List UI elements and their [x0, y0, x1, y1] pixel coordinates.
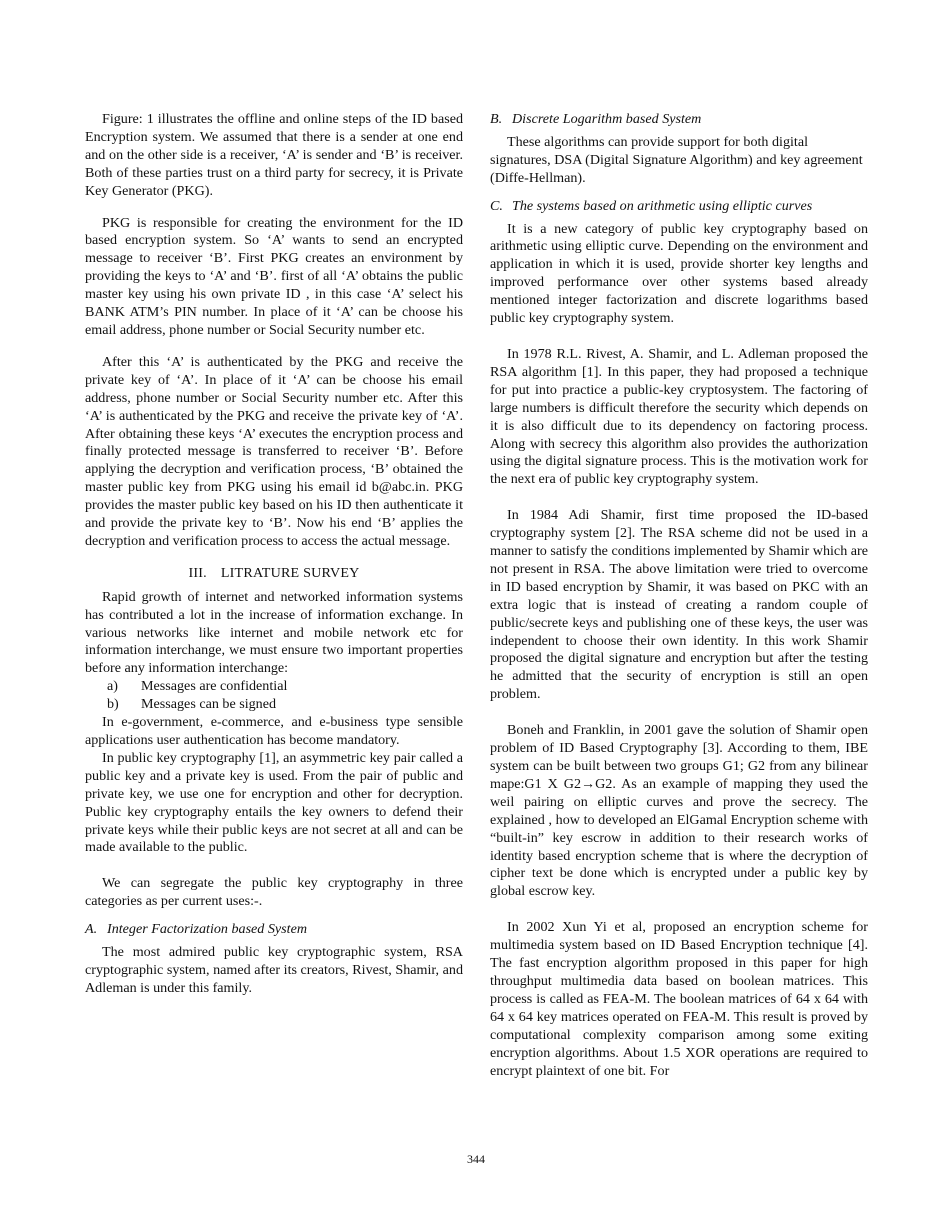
subsection-title: Discrete Logarithm based System [512, 111, 702, 127]
paragraph-discrete-log: These algorithms can provide support for both digital signatures, DSA (Digital Signature Algorithm) and key agreement (Diffe-Hellman). [490, 133, 863, 186]
left-column [85, 111, 463, 998]
list-marker: b) [107, 696, 119, 713]
right-column [490, 111, 868, 1080]
list-item [85, 696, 463, 714]
section-title: LITRATURE SURVEY [220, 564, 360, 581]
paragraph-segregate: We can segregate the public key cryptography in three categories as per current uses:-. [85, 875, 463, 910]
list-item [85, 678, 463, 696]
subsection-heading-c [490, 198, 868, 216]
paragraph-rsa-1978: In 1978 R.L. Rivest, A. Shamir, and L. Adleman proposed the RSA algorithm [1]. In this paper, they had proposed a technique for put into practice a public-key cryptosystem. The factoring of large numbers is difficult therefore the security which depends on it is also difficult due to its dependency on factoring process. Along with secrecy this algorithm also provides the authorization using the digital signature process. This is the motivation work for the next era of public key cryptography system. [490, 345, 868, 488]
subsection-title: Integer Factorization based System [107, 921, 308, 938]
subsection-heading-b [490, 111, 868, 129]
subsection-title: The systems based on arithmetic using elliptic curves [512, 197, 813, 214]
paragraph-public-key: In public key cryptography [1], an asymmetric key pair called a public key and a private key is used. From the pair of public and private key, we use one for encryption and other for decryption. Public key cryptography entails the key owners to defend their private keys while their public keys are not secret at all and can be made available to the public. [85, 749, 463, 856]
paragraph-elliptic: It is a new category of public key cryptography based on arithmetic using elliptic curve. Depending on the environment and application in which it is used, provide shorter key lengths and improved performance over other systems based already mentioned integer factorization and discrete logarithms based public key cryptography system. [490, 220, 868, 327]
section-number: III. [188, 564, 207, 581]
properties-list [85, 678, 463, 714]
paragraph-shamir-1984: In 1984 Adi Shamir, first time proposed the ID-based cryptography system [2]. The RSA scheme did not be used in a manner to satisfy the conditions implemented by Shamir which are not present in RSA. The above limitation were tried to overcome in ID based encryption by Shamir, it was based on PKC with an extra logic that is instead of creating a random couple of public/secrete keys and publishing one of these keys, the user was independent to choose their own identity. In this work Shamir proposed the digital signature and encryption but after the testing he admitted that the security of encryption is still an open problem. [490, 507, 868, 703]
subsection-letter: B. [490, 111, 503, 127]
paragraph-boneh-franklin: Boneh and Franklin, in 2001 gave the solution of Shamir open problem of ID Based Cryptography [3]. According to them, IBE system can be built between two groups G1; G2 from any bilinear mape:G1 X G2→G2. As an example of mapping they used the weil pairing on elliptic curves and prove the secrecy. The explained , how to developed an ElGamal Encryption scheme with “built-in” key escrow in addition to their research works of identity based encryption scheme that is where the decryption of cipher text be done which is encrypted under a public key by global escrow key. [490, 722, 868, 900]
paragraph-rapid-growth: Rapid growth of internet and networked information systems has contributed a lot in the increase of information exchange. In various networks like internet and mobile network etc for information interchange, we must ensure two important properties before any information interchange: [85, 588, 463, 677]
subsection-heading-a [85, 921, 463, 939]
list-marker: a) [107, 678, 118, 695]
paragraph-authentication: After this ‘A’ is authenticated by the PKG and receive the private key of ‘A’. In place of it ‘A’ can be choose his email address, phone number or Social Security number etc. After this ‘A’ is authenticated by the PKG and receive the private key of ‘A’. After obtaining these keys ‘A’ executes the encryption process and finally protected message is transferred to receiver ‘B’. Before applying the decryption and verification process, ‘B’ obtained the master public key from PKG using his email id b@abc.in. PKG provides the master public key based on his ID then authenticate it and provide the private key to ‘B’. Now his end ‘B’ applies the decryption and verification process to access the actual message. [85, 353, 463, 549]
paragraph-egovernment: In e-government, e-commerce, and e-business type sensible applications user authentication has become mandatory. [85, 714, 463, 748]
paragraph-xun-yi: In 2002 Xun Yi et al, proposed an encryption scheme for multimedia system based on ID Based Encryption technique [4]. The fast encryption algorithm proposed in this paper for high throughput multimedia data based on boolean matrices. This process is called as FEA-M. The boolean matrices of 64 x 64 with 64 x 64 key matrices operated on FEA-M. This result is proved by computational complexity comparison among some exiting encryption algorithms. About 1.5 XOR operations are required to encrypt plaintext of one bit. For [490, 919, 868, 1079]
paragraph-rsa-family: The most admired public key cryptographic system, RSA cryptographic system, named after its creators, Rivest, Shamir, and Adleman is under this family. [85, 944, 463, 996]
subsection-letter: A. [85, 921, 98, 938]
paragraph-pkg: PKG is responsible for creating the environment for the ID based encryption system. So ‘A’ wants to send an encrypted message to receiver ‘B’. First PKG creates an environment by providing the keys to ‘A’ and ‘B’. first of all ‘A’ obtains the public master key using his own private ID , in this case ‘A’ select his BANK ATM’s PIN number. In place of it ‘A’ can be choose his email address, phone number or Social Security number etc. [85, 214, 463, 338]
subsection-letter: C. [490, 197, 503, 214]
paragraph-figure-intro: Figure: 1 illustrates the offline and online steps of the ID based Encryption system. We assumed that there is a sender at one end and on the other side is a receiver, ‘A’ is sender and ‘B’ is receiver. Both of these parties trust on a third party for secrecy, it is Private Key Generator (PKG). [85, 111, 463, 199]
section-heading [85, 565, 463, 583]
list-text: Messages can be signed [141, 696, 277, 713]
page-number: 344 [467, 1152, 485, 1166]
list-text: Messages are confidential [141, 678, 288, 695]
